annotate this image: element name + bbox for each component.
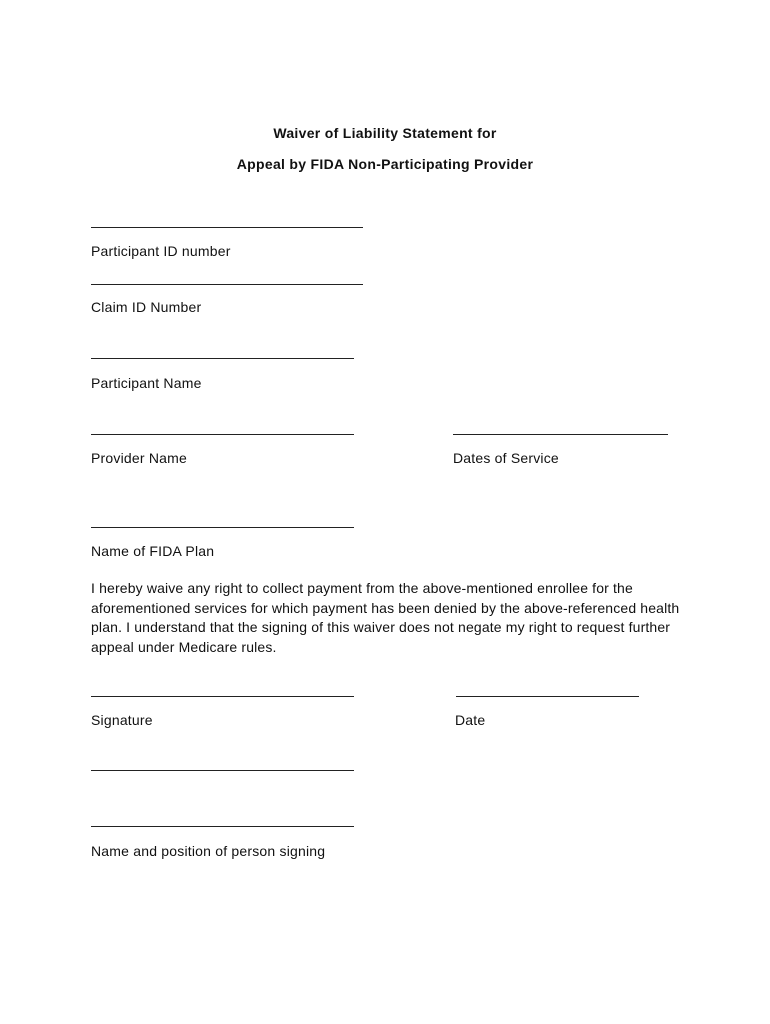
signer-name-field[interactable] [91,770,354,771]
signer-position-field[interactable] [91,826,354,827]
dates-of-service-label: Dates of Service [453,450,559,466]
claim-id-label: Claim ID Number [91,299,202,315]
fida-plan-label: Name of FIDA Plan [91,543,215,559]
participant-id-label: Participant ID number [91,243,231,259]
date-label: Date [455,712,486,728]
participant-name-label: Participant Name [91,375,202,391]
fida-plan-field[interactable] [91,527,354,528]
signature-field[interactable] [91,696,354,697]
name-position-label: Name and position of person signing [91,843,326,859]
dates-of-service-field[interactable] [453,434,668,435]
participant-name-field[interactable] [91,358,354,359]
participant-id-field[interactable] [91,227,363,228]
provider-name-label: Provider Name [91,450,187,466]
signature-label: Signature [91,712,153,728]
provider-name-field[interactable] [91,434,354,435]
document-title: Waiver of Liability Statement for [273,125,497,141]
date-field[interactable] [456,696,639,697]
claim-id-field[interactable] [91,284,363,285]
waiver-statement: I hereby waive any right to collect payment from the above-mentioned enrollee for the aforementioned services for which payment has been denied by the above-referenced health plan. I understand that the signing of this waiver does not negate my right to request further appeal under Medicare rules. [91,580,680,655]
document-subtitle: Appeal by FIDA Non-Participating Provider [236,156,534,172]
